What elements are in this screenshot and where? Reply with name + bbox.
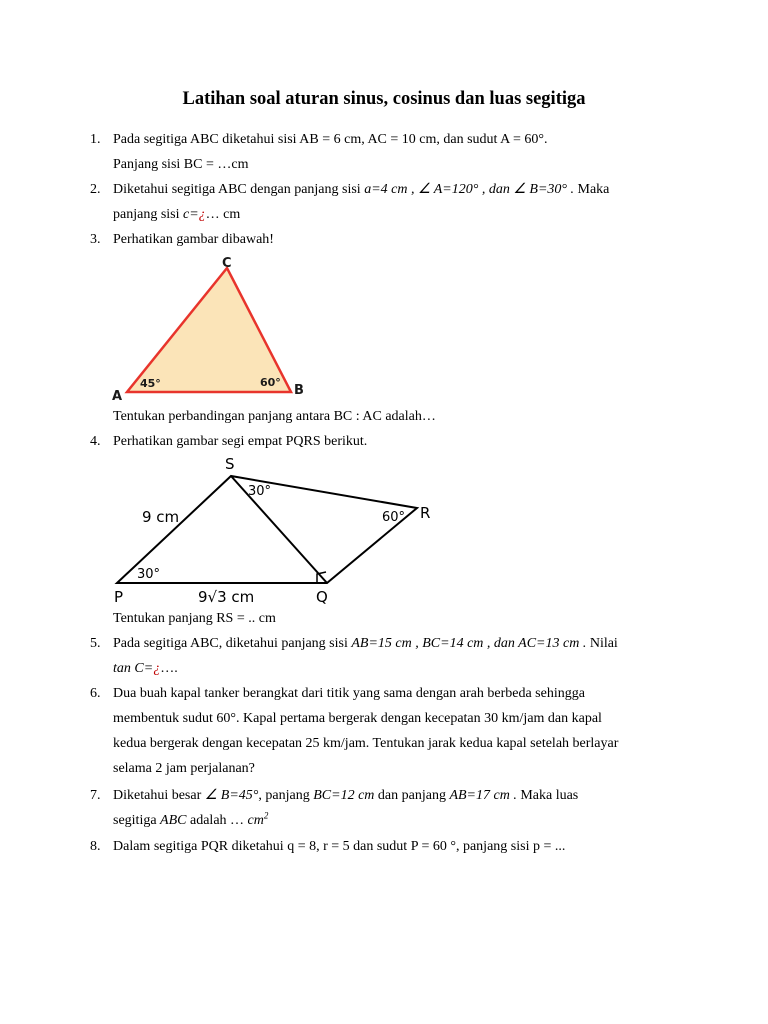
vertex-c-label: C [222,256,232,271]
question-4-line-2: Tentukan panjang RS = .. cm [113,611,276,626]
question-7-text-a: Diketahui besar [113,788,202,803]
question-8-line-1: Dalam segitiga PQR diketahui q = 8, r = 5 dan sudut P = 60 °, panjang sisi p = ... [113,839,566,854]
angle-a-label: 45° [140,377,161,390]
vertex-p-label: P [114,588,124,606]
question-2-line-1 [113,181,609,199]
quadrilateral-pqrs-figure [100,452,450,612]
question-5-text-end: Nilai [589,636,618,651]
question-5-number: 5. [90,636,101,651]
question-2-line-2-end: … cm [205,207,241,222]
triangle-abc-figure [100,250,320,405]
question-6-line-3: kedua bergerak dengan kecepatan 25 km/jam. Tentukan jarak kedua kapal setelah berlayar [113,736,619,751]
page-title: Latihan soal aturan sinus, cosinus dan luas segitiga [182,89,586,109]
question-1-number: 1. [90,132,101,147]
question-6-number: 6. [90,686,101,701]
question-6-line-4: selama 2 jam perjalanan? [113,761,255,776]
question-7-line-2 [113,812,268,830]
question-2-line-2-text: panjang sisi [113,207,180,222]
question-5-math: AB=15 cm , BC=14 cm , dan AC=13 cm . [351,636,587,651]
question-2-number: 2. [90,182,101,197]
question-6-line-1: Dua buah kapal tanker berangkat dari titik yang sama dengan arah berbeda sehingga [113,686,585,701]
question-2-text-end: Maka [577,182,610,197]
question-6-line-2: membentuk sudut 60°. Kapal pertama bergerak dengan kecepatan 30 km/jam dan kapal [113,711,602,726]
question-4-line-1: Perhatikan gambar segi empat PQRS berikut. [113,434,368,449]
question-3-number: 3. [90,232,101,247]
angle-s-label: 30° [248,484,272,499]
question-7-line-2-unit: cm [247,813,264,828]
question-5-line-1 [113,635,618,653]
question-7-text-b: , panjang [258,788,310,803]
side-sp-label: 9 cm [142,508,180,526]
question-5-text: Pada segitiga ABC, diketahui panjang sisi [113,636,348,651]
question-2-line-2 [113,206,240,224]
question-5-line-2 [113,660,178,678]
question-7-line-2-exponent: 2 [263,810,269,821]
triangle-abc-shape [127,268,291,392]
question-2-text: Diketahui segitiga ABC dengan panjang sisi [113,182,361,197]
question-3-line-2: Tentukan perbandingan panjang antara BC : AC adalah… [113,409,436,424]
angle-b-label: 60° [260,376,281,389]
question-7-math-2: BC=12 cm [313,788,375,803]
vertex-r-label: R [420,504,431,522]
question-7-line-2-text-b: adalah … [190,813,245,828]
question-1-line-2: Panjang sisi BC = …cm [113,157,249,172]
side-pq-label: 9√3 cm [198,588,255,606]
question-7-math-1: ∠ B=45° [204,788,259,803]
question-7-number: 7. [90,788,101,803]
question-1-line-1: Pada segitiga ABC diketahui sisi AB = 6 cm, AC = 10 cm, dan sudut A = 60°. [113,132,548,147]
question-2-line-2-math: c= [183,207,199,222]
question-7-line-2-text-a: segitiga [113,813,157,828]
question-5-line-2-end: …. [160,661,178,676]
diagonal-sq [231,476,327,583]
question-4-number: 4. [90,434,101,449]
question-5-broken-glyph: ¿ [153,661,161,676]
angle-r-label: 60° [382,510,406,525]
question-7-line-2-math: ABC [160,813,187,828]
question-3-line-1: Perhatikan gambar dibawah! [113,232,274,247]
question-2-math: a=4 cm , ∠ A=120° , dan ∠ B=30° . [364,182,575,197]
vertex-s-label: S [225,455,235,473]
question-7-text-d: Maka luas [520,788,579,803]
vertex-b-label: B [294,383,304,398]
question-2-broken-glyph: ¿ [198,207,206,222]
question-7-text-c: dan panjang [377,788,446,803]
vertex-q-label: Q [316,588,328,606]
question-7-line-1 [113,787,578,805]
question-8-number: 8. [90,839,101,854]
vertex-a-label: A [112,389,123,404]
angle-p-label: 30° [137,567,161,582]
question-5-line-2-math: tan C= [113,661,154,676]
question-7-math-3: AB=17 cm . [449,788,517,803]
